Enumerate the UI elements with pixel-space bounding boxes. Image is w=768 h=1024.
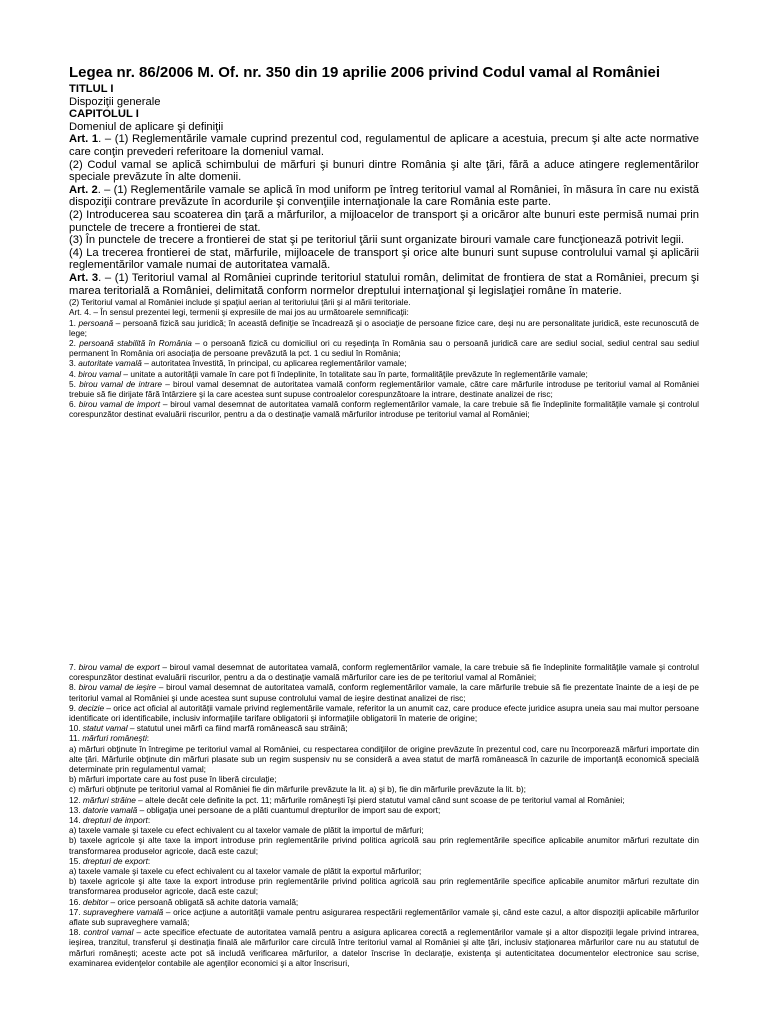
definition-text: – biroul vamal desemnat de autoritatea vamală, conform reglementărilor vamale, la care mărfurile trebuie să fie prezentate înainte de a ieşi de pe teritoriul vamal al României şi unde acestea sunt supuse controlului vamal de ieşire destinat analizei de risc; (69, 682, 699, 703)
document-title: Legea nr. 86/2006 M. Of. nr. 350 din 19 aprilie 2006 privind Codul vamal al României (69, 64, 661, 81)
definition-text: – acte specifice efectuate de autoritatea vamală pentru a asigura aplicarea corectă a reglementărilor vamale şi a altor dispoziţii legale privind intrarea, ieşirea, tranzitul, transferul şi destinaţia finală ale mărfurilor care circulă între teritoriul vamal al României şi alte ţări, inclusiv staţionarea mărfurilor care nu au statutul de mărfuri româneşti; aceste acte pot să includă verificarea mărfurilor, a datelor înscrise în declaraţie, existenţa şi autenticitatea documentelor electronice sau scrise, examinarea evidenţelor contabile ale agenţilor economici şi a altor înscrisuri, (69, 927, 699, 968)
definition-paragraph (69, 835, 699, 855)
definition-term: 15. drepturi de export (69, 855, 148, 866)
definition-paragraph (69, 733, 699, 743)
definition-paragraph (69, 358, 699, 368)
article-paragraph (69, 184, 699, 209)
definition-paragraph (69, 774, 699, 784)
definitions-lower (69, 662, 699, 968)
definition-term: 17. supraveghere vamală (69, 906, 164, 917)
article-text: . – (1) Teritoriul vamal al României cuprinde teritoriul statului român, delimitat de frontiera de stat a României, precum şi marea teritorială a României, delimitată conform normelor dreptului internaţional şi legislaţiei române în materie. (69, 271, 700, 297)
article-paragraph (69, 234, 699, 247)
definition-text: b) mărfuri importate care au fost puse în liberă circulaţie; (69, 774, 277, 785)
definition-term: 6. birou vamal de import (69, 399, 161, 410)
definition-text: – orice acţiune a autorităţii vamale pentru asigurarea respectării reglementărilor vamale şi, când este cazul, a altor dispoziţii aplicabile mărfurilor aflate sub supraveghere vamală; (69, 906, 699, 928)
article-paragraph (69, 247, 699, 272)
article-label: Art. 2 (69, 183, 98, 196)
definition-paragraph (69, 338, 699, 358)
definition-text: – biroul vamal desemnat de autoritatea vamală, conform reglementărilor vamale, la care trebuie să fie îndeplinite formalităţile vamale şi controlul corespunzător destinat evaluării riscurilor, pentru a da o destinaţie vamală mărfurilor care ies de pe teritoriul vamal al României; (69, 662, 699, 683)
definition-term: 11. mărfuri româneşti (69, 733, 147, 744)
titlul-heading: TITLUL I (69, 83, 114, 95)
definition-text: a) taxele vamale şi taxele cu efect echivalent cu al taxelor vamale de plătit la importul de mărfuri; (69, 825, 424, 836)
definition-text: c) mărfuri obţinute pe teritoriul vamal al României fie din mărfurile prevăzute la lit. a) şi b), fie din mărfurile prevăzute la lit. b); (69, 784, 526, 795)
definition-term: 10. statut vamal (69, 723, 128, 734)
definition-term: 9. decizie (69, 702, 105, 713)
article-text: (4) La trecerea frontierei de stat, mărfurile, mijloacele de transport şi orice alte bunuri sunt supuse controlului vamal şi aplicării reglementărilor vamale numai de autoritatea vamală. (69, 246, 699, 272)
definition-paragraph (69, 369, 699, 379)
article-paragraph (69, 159, 699, 184)
definition-paragraph (69, 723, 699, 733)
article-paragraph (69, 133, 699, 158)
definition-text: : (146, 733, 150, 744)
definition-text: – statutul unei mărfi ca fiind marfă românească sau străină; (127, 723, 348, 734)
definition-paragraph (69, 307, 699, 317)
titlul-name: Dispoziţii generale (69, 95, 161, 108)
article-label: Art. 3 (69, 271, 99, 284)
definition-paragraph (69, 825, 699, 835)
definition-term: 5. birou vamal de intrare (69, 378, 163, 389)
definition-text: – orice persoană obligată să achite datoria vamală; (108, 896, 299, 907)
document-lower (69, 662, 699, 968)
definition-term: 13. datorie vamală (69, 804, 138, 815)
capitolul-heading: CAPITOLUL I (69, 108, 139, 121)
definition-text: – autoritatea învestită, în principal, cu aplicarea reglementărilor vamale; (141, 358, 407, 369)
definition-paragraph (69, 784, 699, 794)
definitions-upper (69, 297, 699, 419)
article-text: . – (1) Reglementările vamale cuprind prezentul cod, regulamentul de aplicare a acestuia, precum şi alte acte normative care conţin prevederi referitoare la domeniul vamal. (69, 133, 699, 158)
definition-paragraph (69, 399, 699, 419)
definition-term: 7. birou vamal de export (69, 662, 160, 672)
definition-term: 18. control vamal (69, 927, 134, 938)
definition-text: b) taxele agricole şi alte taxe la import introduse prin reglementările privind politica agricolă sau prin reglementările specifice aplicabile anumitor mărfuri rezultate din transformarea produselor agricole, dacă este cazul; (69, 835, 699, 856)
article-paragraph (69, 272, 699, 297)
definition-term: 4. birou vamal (69, 368, 122, 379)
definition-paragraph (69, 866, 699, 876)
definition-paragraph (69, 297, 699, 307)
definition-text: a) taxele vamale şi taxele cu efect echivalent cu al taxelor vamale de plătit la exportul mărfurilor; (69, 866, 422, 877)
definition-paragraph (69, 907, 699, 927)
capitolul-name: Domeniul de aplicare şi definiţii (69, 120, 224, 133)
definition-paragraph (69, 815, 699, 825)
definition-text: (2) Teritoriul vamal al României include şi spaţiul aerian al teritoriului ţării şi al mării teritoriale. (69, 297, 411, 308)
definition-paragraph (69, 703, 699, 723)
definition-text: – o persoană fizică cu domiciliul ori cu reşedinţa în România sau o persoană juridică care are sediul social, sediul central sau sediul permanent în România ori asociaţia de persoane prevăzută la pct. 1 cu sediul în România; (69, 337, 699, 359)
definition-term: 16. debitor (69, 896, 109, 907)
definition-term: 2. persoană stabilită în România (69, 337, 192, 348)
articles-large (69, 133, 699, 297)
definition-text: b) taxele agricole şi alte taxe la export introduse prin reglementările privind politica agricolă sau prin reglementările specifice aplicabile anumitor mărfuri rezultate din transformarea produselor agricole, dacă este cazul; (69, 876, 699, 897)
definition-text: – unitate a autorităţii vamale în care pot fi îndeplinite, în totalitate sau în parte, formalităţile prevăzute în reglementările vamale; (121, 368, 588, 379)
article-text: (3) În punctele de trecere a frontierei de stat şi pe teritoriul ţării sunt organizate birouri vamale care funcţionează potrivit legii. (69, 234, 685, 247)
definition-paragraph (69, 897, 699, 907)
definition-text: a) mărfuri obţinute în întregime pe teritoriul vamal al României, cu respectarea condiţiilor de origine prevăzute în prezentul cod, care nu încorporează mărfuri importate din alte ţări. Mărfurile obţinute din mărfuri plasate sub un regim suspensiv nu se consideră a avea statut de marfă românească în cazurile de importanţă economică specială determinate prin regulamentul vamal; (69, 743, 699, 775)
definition-text: – orice act oficial al autorităţii vamale privind reglementările vamale, referitor la un anumit caz, care produce efecte juridice asupra uneia sau mai multor persoane identificate ori identificabile, inclusiv informaţiile tarifare obligatorii şi informaţiile obligatorii în materie de origine; (69, 702, 699, 724)
definition-text: – altele decât cele definite la pct. 11; mărfurile româneşti îşi pierd statutul vamal când sunt scoase de pe teritoriul vamal al României; (135, 794, 625, 805)
article-text: (2) Introducerea sau scoaterea din ţară a mărfurilor, a mijloacelor de transport şi a oricăror alte bunuri este permisă numai prin punctele de trecere a frontierei de stat. (69, 208, 699, 234)
definition-term: 14. drepturi de import (69, 815, 148, 826)
definition-term: 1. persoană (69, 317, 114, 328)
definition-term: 8. birou vamal de ieşire (69, 682, 157, 693)
definition-paragraph (69, 856, 699, 866)
article-text: (2) Codul vamal se aplică schimbului de mărfuri şi bunuri dintre România şi alte ţări, fără a aduce atingere reglementărilor speciale prevăzute în alte domenii. (69, 158, 699, 184)
article-text: . – (1) Reglementările vamale se aplică în mod uniform pe întreg teritoriul vamal al României, în măsura în care nu există dispoziţii contrare prevăzute în acordurile şi convenţiile internaţionale la care România este parte. (69, 183, 699, 209)
document-upper (69, 64, 699, 420)
article-label: Art. 1 (69, 133, 99, 146)
definition-paragraph (69, 662, 699, 682)
definition-paragraph (69, 927, 699, 968)
definition-text: – persoană fizică sau juridică; în această definiţie se încadrează şi o asociaţie de persoane fizice care, deşi nu are personalitate juridică, este recunoscută de lege; (69, 317, 699, 338)
definition-text: – biroul vamal desemnat de autoritatea vamală conform reglementărilor vamale, către care mărfurile introduse pe teritoriul vamal al României trebuie să fie dirijate fără întârziere şi la care acestea sunt supuse controalelor corespunzătoare la intrare, destinate analizei de risc; (69, 378, 699, 399)
definition-text: Art. 4. – În sensul prezentei legi, termenii şi expresiile de mai jos au următoarele semnificaţii: (69, 307, 409, 318)
definition-paragraph (69, 795, 699, 805)
article-paragraph (69, 209, 699, 234)
definition-paragraph (69, 379, 699, 399)
definition-text: : (147, 855, 151, 866)
definition-text: – obligaţia unei persoane de a plăti cuantumul drepturilor de import sau de export; (137, 804, 441, 815)
definition-term: 12. mărfuri străine (69, 794, 136, 805)
definition-text: : (147, 815, 151, 826)
definition-paragraph (69, 682, 699, 702)
definition-paragraph (69, 744, 699, 775)
definition-text: – biroul vamal desemnat de autoritatea vamală conform reglementărilor vamale, la care trebuie să fie îndeplinite formalităţile vamale şi controlul corespunzător destinat evaluării riscurilor, pentru a da o destinaţie vamală mărfurilor introduse pe teritoriul vamal al României; (69, 399, 699, 420)
definition-paragraph (69, 318, 699, 338)
definition-term: 3. autoritate vamală (69, 358, 142, 369)
definition-paragraph (69, 805, 699, 815)
definition-paragraph (69, 876, 699, 896)
